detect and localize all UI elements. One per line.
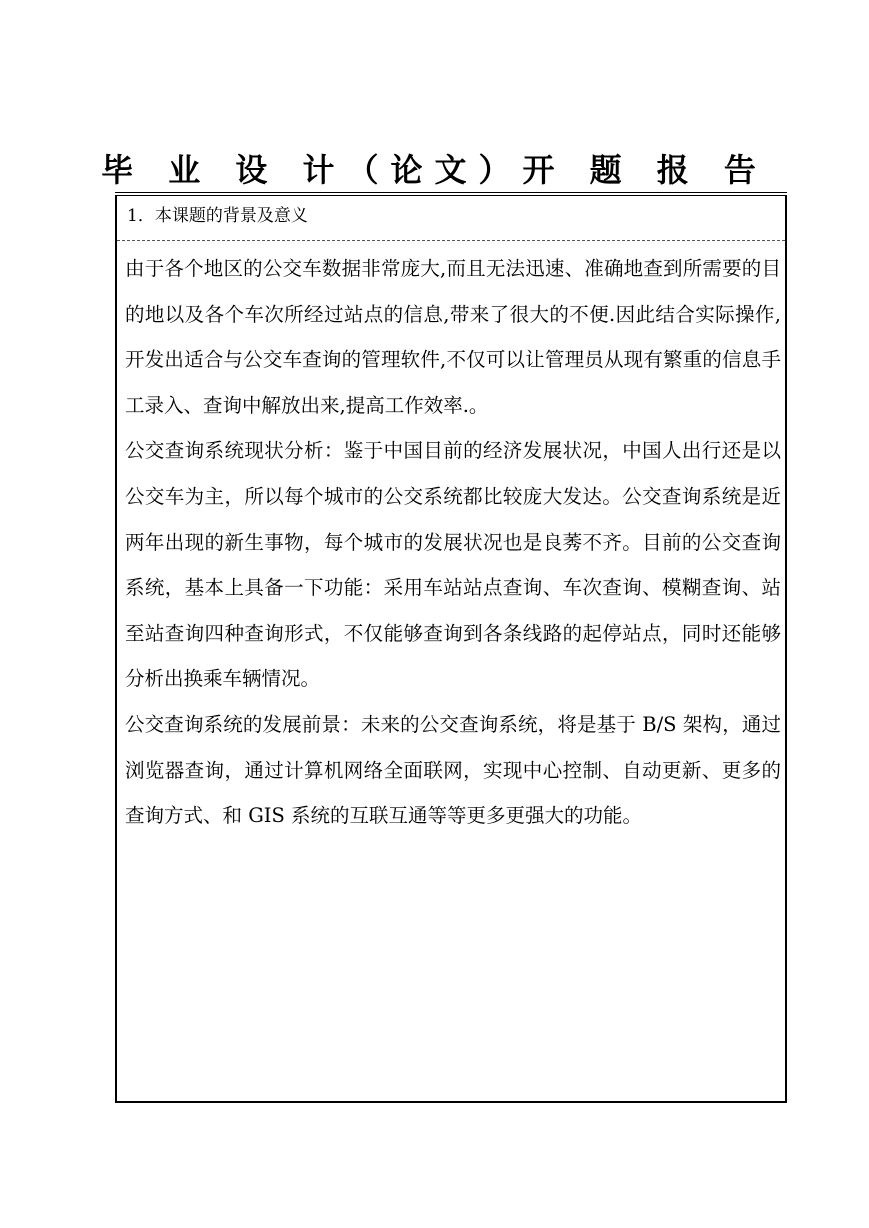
frame-top-rule — [115, 192, 787, 193]
paragraph-prospects: 公交查询系统的发展前景：未来的公交查询系统，将是基于 B/S 架构，通过浏览器查询，通过计算机网络全面联网，实现中心控制、自动更新、更多的查询方式、和 GIS 系统的互联互通等等更多更强大的功能。 — [125, 712, 781, 828]
body-text — [125, 246, 781, 839]
dashed-divider — [117, 240, 785, 241]
paragraph-background: 由于各个地区的公交车数据非常庞大,而且无法迅速、准确地查到所需要的目的地以及各个车次所经过站点的信息,带来了很大的不便.因此结合实际操作,开发出适合与公交车查询的管理软件,不仅可以让管理员从现有繁重的信息手工录入、查询中解放出来,提高工作效率.。 — [125, 257, 781, 417]
section-header: 1．本课题的背景及意义 — [127, 206, 308, 226]
report-frame — [115, 195, 787, 1103]
paragraph-status-analysis: 公交查询系统现状分析：鉴于中国目前的经济发展状况，中国人出行还是以公交车为主，所以每个城市的公交系统都比较庞大发达。公交查询系统是近两年出现的新生事物，每个城市的发展状况也是良莠不齐。目前的公交查询系统，基本上具备一下功能：采用车站站点查询、车次查询、模糊查询、站至站查询四种查询形式，不仅能够查询到各条线路的起停站点，同时还能够分析出换乘车辆情况。 — [125, 439, 781, 691]
page-title: 毕 业 设 计（论文）开 题 报 告 — [101, 151, 768, 189]
